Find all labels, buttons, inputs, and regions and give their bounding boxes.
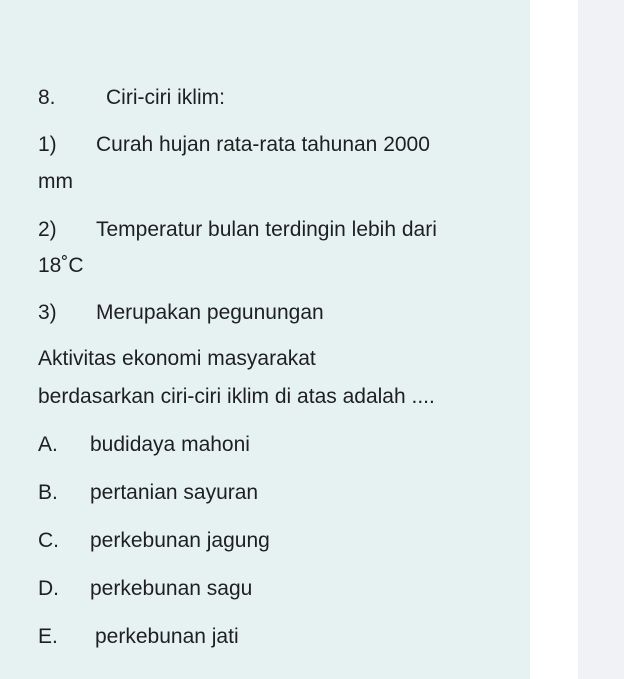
panel-gap bbox=[530, 0, 578, 679]
question-prompt-line-2: berdasarkan ciri-ciri iklim di atas adalah .... bbox=[38, 385, 435, 408]
option-e-letter: E. bbox=[38, 625, 58, 648]
option-b-text: pertanian sayuran bbox=[90, 481, 259, 504]
characteristic-3-text: Merupakan pegunungan bbox=[96, 301, 324, 324]
characteristic-2-number: 2) bbox=[38, 218, 57, 241]
question-prompt-line-1: Aktivitas ekonomi masyarakat bbox=[38, 347, 316, 370]
option-e-text: perkebunan jati bbox=[95, 625, 239, 648]
right-side-panel bbox=[578, 0, 624, 679]
characteristic-1-text-b: mm bbox=[38, 170, 73, 193]
characteristic-1-number: 1) bbox=[38, 133, 57, 156]
option-a-letter: A. bbox=[38, 433, 58, 456]
characteristic-2-text-a: Temperatur bulan terdingin lebih dari bbox=[96, 218, 437, 241]
option-a-text: budidaya mahoni bbox=[90, 433, 250, 456]
option-c-text: perkebunan jagung bbox=[90, 529, 270, 552]
option-c-letter: C. bbox=[38, 529, 59, 552]
option-b-letter: B. bbox=[38, 481, 58, 504]
characteristic-3-number: 3) bbox=[38, 301, 57, 324]
option-d-text: perkebunan sagu bbox=[90, 577, 253, 600]
question-title: Ciri-ciri iklim: bbox=[106, 86, 225, 109]
characteristic-2-text-b: 18˚C bbox=[38, 254, 84, 277]
characteristic-1-text-a: Curah hujan rata-rata tahunan 2000 bbox=[96, 133, 430, 156]
option-d-letter: D. bbox=[38, 577, 59, 600]
question-number: 8. bbox=[38, 86, 56, 109]
